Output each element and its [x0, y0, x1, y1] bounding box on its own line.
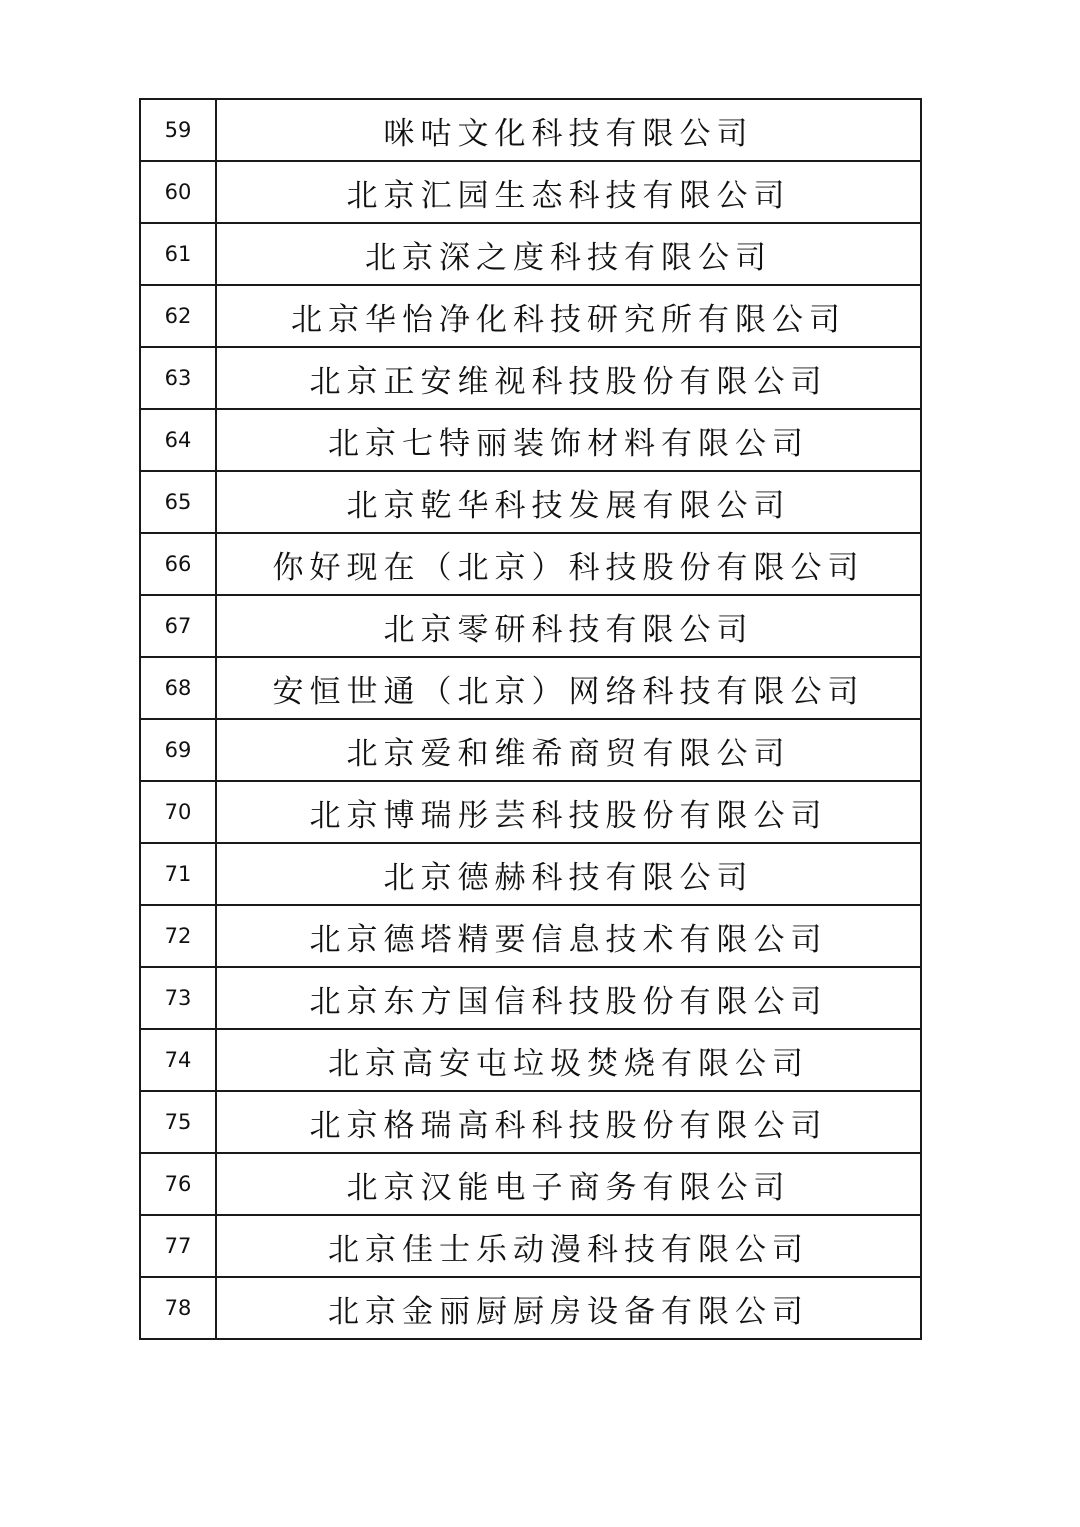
table-row: [140, 1215, 921, 1277]
row-number: 75: [140, 1091, 216, 1153]
row-number: 64: [140, 409, 216, 471]
company-name: 北京佳士乐动漫科技有限公司: [216, 1215, 921, 1277]
row-number: 68: [140, 657, 216, 719]
table-row: [140, 223, 921, 285]
company-name: 北京零研科技有限公司: [216, 595, 921, 657]
row-number: 67: [140, 595, 216, 657]
row-number: 61: [140, 223, 216, 285]
company-name: 北京德赫科技有限公司: [216, 843, 921, 905]
company-name: 北京东方国信科技股份有限公司: [216, 967, 921, 1029]
company-name: 北京爱和维希商贸有限公司: [216, 719, 921, 781]
row-number: 65: [140, 471, 216, 533]
company-name: 北京华怡净化科技研究所有限公司: [216, 285, 921, 347]
table-row: [140, 161, 921, 223]
row-number: 71: [140, 843, 216, 905]
company-name: 北京博瑞彤芸科技股份有限公司: [216, 781, 921, 843]
table-row: [140, 471, 921, 533]
row-number: 63: [140, 347, 216, 409]
table-row: [140, 1153, 921, 1215]
company-name: 咪咕文化科技有限公司: [216, 99, 921, 161]
table-row: [140, 347, 921, 409]
company-name: 北京七特丽装饰材料有限公司: [216, 409, 921, 471]
table-row: [140, 657, 921, 719]
row-number: 74: [140, 1029, 216, 1091]
table-row: [140, 99, 921, 161]
company-table-body: [140, 99, 921, 1339]
company-name: 北京格瑞高科科技股份有限公司: [216, 1091, 921, 1153]
table-row: [140, 1277, 921, 1339]
company-name: 安恒世通（北京）网络科技有限公司: [216, 657, 921, 719]
row-number: 76: [140, 1153, 216, 1215]
table-row: [140, 285, 921, 347]
table-row: [140, 409, 921, 471]
table-row: [140, 781, 921, 843]
table-row: [140, 905, 921, 967]
row-number: 62: [140, 285, 216, 347]
row-number: 73: [140, 967, 216, 1029]
company-name: 北京金丽厨厨房设备有限公司: [216, 1277, 921, 1339]
company-name: 北京深之度科技有限公司: [216, 223, 921, 285]
company-table: [139, 98, 922, 1340]
row-number: 69: [140, 719, 216, 781]
table-row: [140, 1091, 921, 1153]
row-number: 60: [140, 161, 216, 223]
row-number: 59: [140, 99, 216, 161]
company-name: 北京高安屯垃圾焚烧有限公司: [216, 1029, 921, 1091]
row-number: 72: [140, 905, 216, 967]
company-name: 北京德塔精要信息技术有限公司: [216, 905, 921, 967]
table-row: [140, 719, 921, 781]
table-row: [140, 1029, 921, 1091]
row-number: 66: [140, 533, 216, 595]
row-number: 78: [140, 1277, 216, 1339]
row-number: 77: [140, 1215, 216, 1277]
table-row: [140, 595, 921, 657]
company-name: 北京汉能电子商务有限公司: [216, 1153, 921, 1215]
table-row: [140, 967, 921, 1029]
company-name: 你好现在（北京）科技股份有限公司: [216, 533, 921, 595]
company-name: 北京汇园生态科技有限公司: [216, 161, 921, 223]
table-row: [140, 843, 921, 905]
row-number: 70: [140, 781, 216, 843]
company-name: 北京乾华科技发展有限公司: [216, 471, 921, 533]
company-name: 北京正安维视科技股份有限公司: [216, 347, 921, 409]
table-row: [140, 533, 921, 595]
